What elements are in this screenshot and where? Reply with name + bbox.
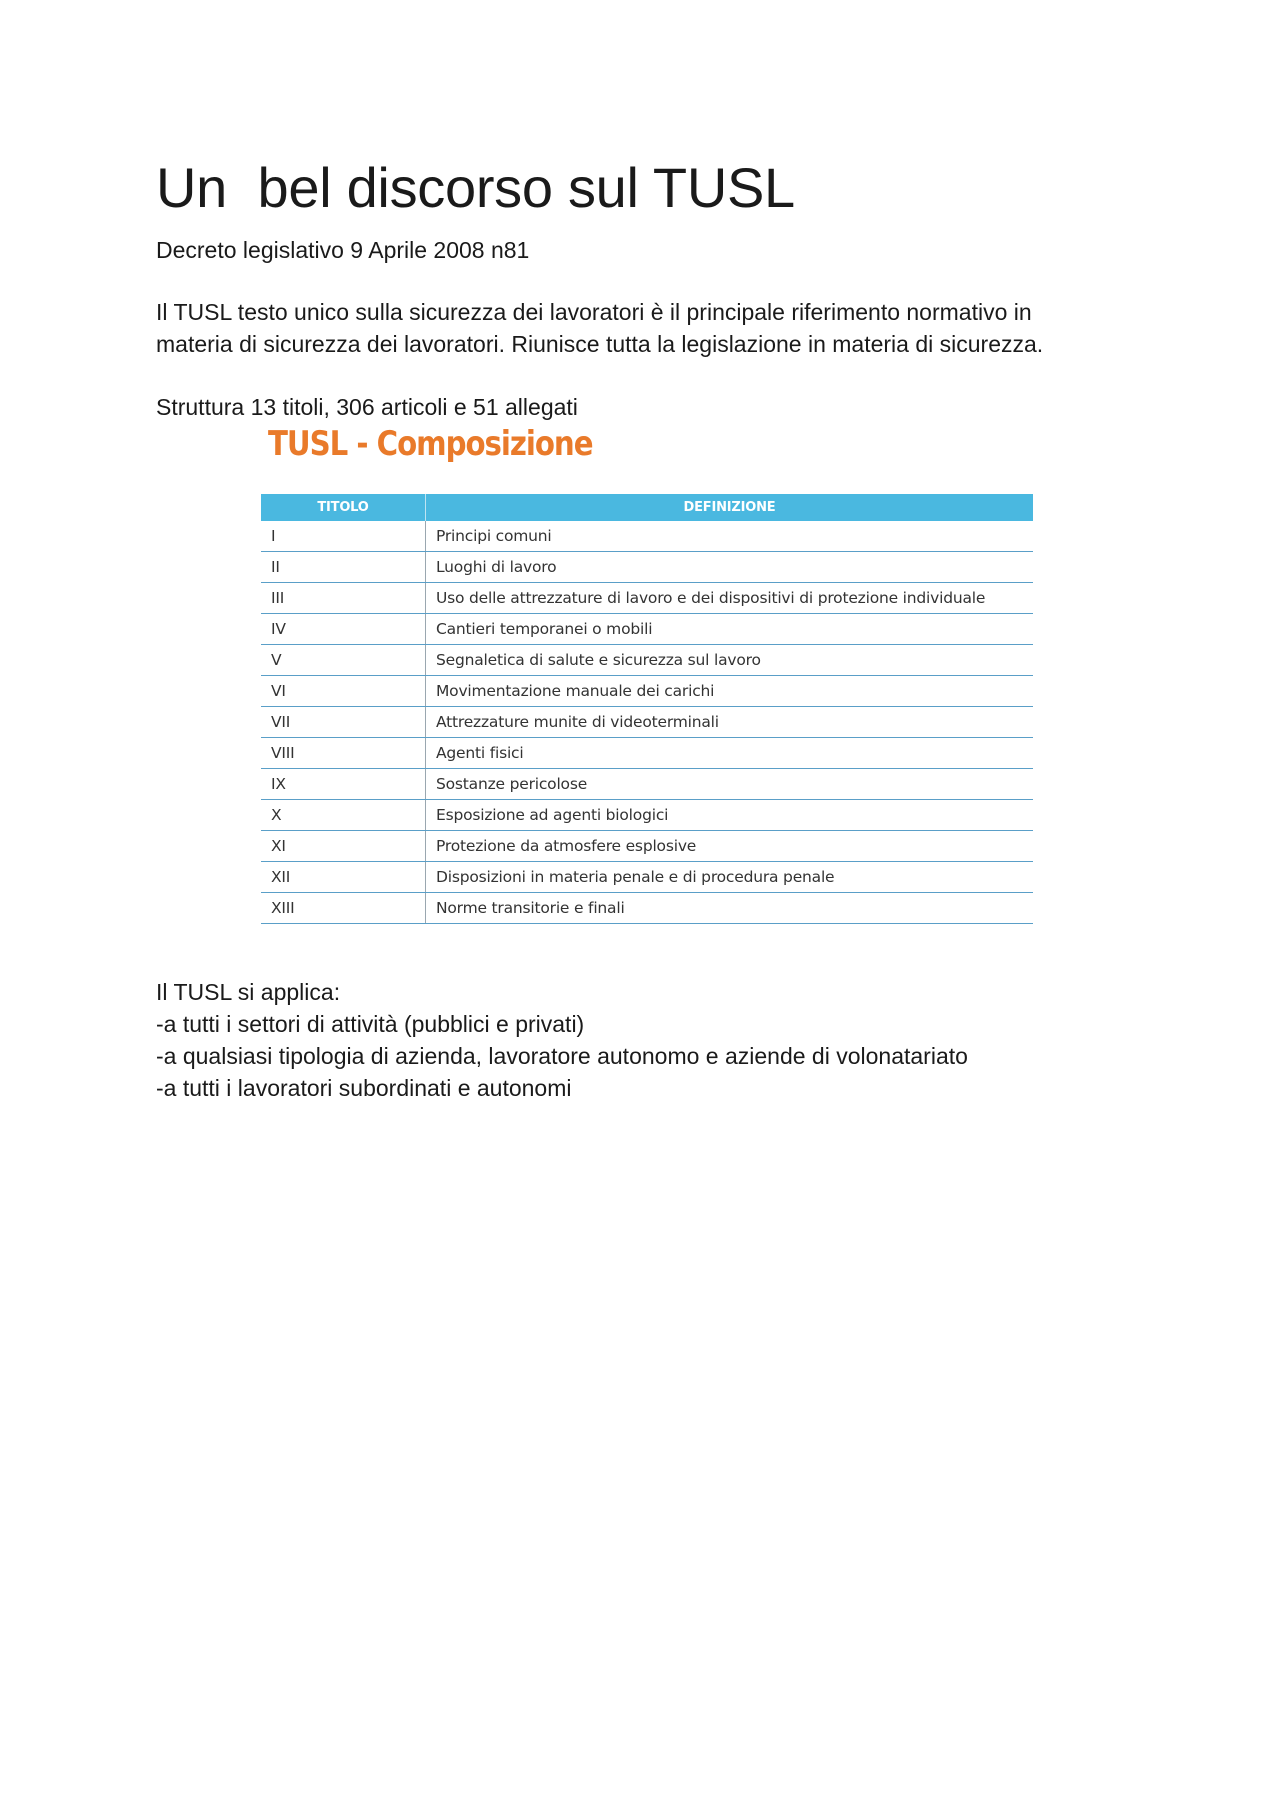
- cell-titolo: X: [261, 800, 426, 831]
- application-intro: Il TUSL si applica:: [156, 979, 341, 1005]
- table-row: [261, 769, 1033, 800]
- table-row: [261, 583, 1033, 614]
- table-row: [261, 893, 1033, 924]
- cell-titolo: XIII: [261, 893, 426, 924]
- cell-definizione: Principi comuni: [426, 521, 1034, 552]
- table-row: [261, 831, 1033, 862]
- cell-definizione: Movimentazione manuale dei carichi: [426, 676, 1034, 707]
- cell-definizione: Agenti fisici: [426, 738, 1034, 769]
- cell-titolo: V: [261, 645, 426, 676]
- cell-definizione: Attrezzature munite di videoterminali: [426, 707, 1034, 738]
- cell-titolo: VII: [261, 707, 426, 738]
- table-row: [261, 707, 1033, 738]
- structure-summary: Struttura 13 titoli, 306 articoli e 51 allegati: [156, 394, 578, 420]
- table-row: [261, 676, 1033, 707]
- intro-paragraph: [156, 296, 1043, 360]
- table-row: [261, 552, 1033, 583]
- table-row: [261, 645, 1033, 676]
- cell-definizione: Luoghi di lavoro: [426, 552, 1034, 583]
- cell-definizione: Disposizioni in materia penale e di procedura penale: [426, 862, 1034, 893]
- page-title: Un bel discorso sul TUSL: [156, 156, 795, 219]
- cell-titolo: IX: [261, 769, 426, 800]
- table-header-row: [261, 494, 1033, 521]
- cell-definizione: Esposizione ad agenti biologici: [426, 800, 1034, 831]
- cell-definizione: Norme transitorie e finali: [426, 893, 1034, 924]
- intro-line: materia di sicurezza dei lavoratori. Riunisce tutta la legislazione in materia di sicurezza.: [156, 331, 1044, 357]
- table-row: [261, 862, 1033, 893]
- application-item: -a qualsiasi tipologia di azienda, lavoratore autonomo e aziende di volonatariato: [156, 1043, 968, 1069]
- intro-line: Il TUSL testo unico sulla sicurezza dei lavoratori è il principale riferimento normativo in: [156, 299, 1032, 325]
- decree-reference: Decreto legislativo 9 Aprile 2008 n81: [156, 237, 530, 263]
- cell-definizione: Uso delle attrezzature di lavoro e dei dispositivi di protezione individuale: [426, 583, 1034, 614]
- cell-definizione: Sostanze pericolose: [426, 769, 1034, 800]
- cell-titolo: III: [261, 583, 426, 614]
- application-item: -a tutti i settori di attività (pubblici e privati): [156, 1011, 585, 1037]
- cell-titolo: XI: [261, 831, 426, 862]
- figure-heading: TUSL - Composizione: [268, 424, 593, 464]
- cell-titolo: II: [261, 552, 426, 583]
- cell-titolo: I: [261, 521, 426, 552]
- cell-titolo: XII: [261, 862, 426, 893]
- application-item: -a tutti i lavoratori subordinati e autonomi: [156, 1075, 572, 1101]
- column-header-definizione: DEFINIZIONE: [426, 494, 1034, 521]
- table-row: [261, 800, 1033, 831]
- cell-definizione: Segnaletica di salute e sicurezza sul lavoro: [426, 645, 1034, 676]
- table-row: [261, 738, 1033, 769]
- cell-titolo: VIII: [261, 738, 426, 769]
- cell-definizione: Cantieri temporanei o mobili: [426, 614, 1034, 645]
- cell-titolo: IV: [261, 614, 426, 645]
- composition-table: [261, 494, 1033, 924]
- cell-definizione: Protezione da atmosfere esplosive: [426, 831, 1034, 862]
- table-row: [261, 614, 1033, 645]
- column-header-titolo: TITOLO: [261, 494, 426, 521]
- table-row: [261, 521, 1033, 552]
- application-list: [156, 976, 968, 1104]
- cell-titolo: VI: [261, 676, 426, 707]
- table-body: [261, 521, 1033, 924]
